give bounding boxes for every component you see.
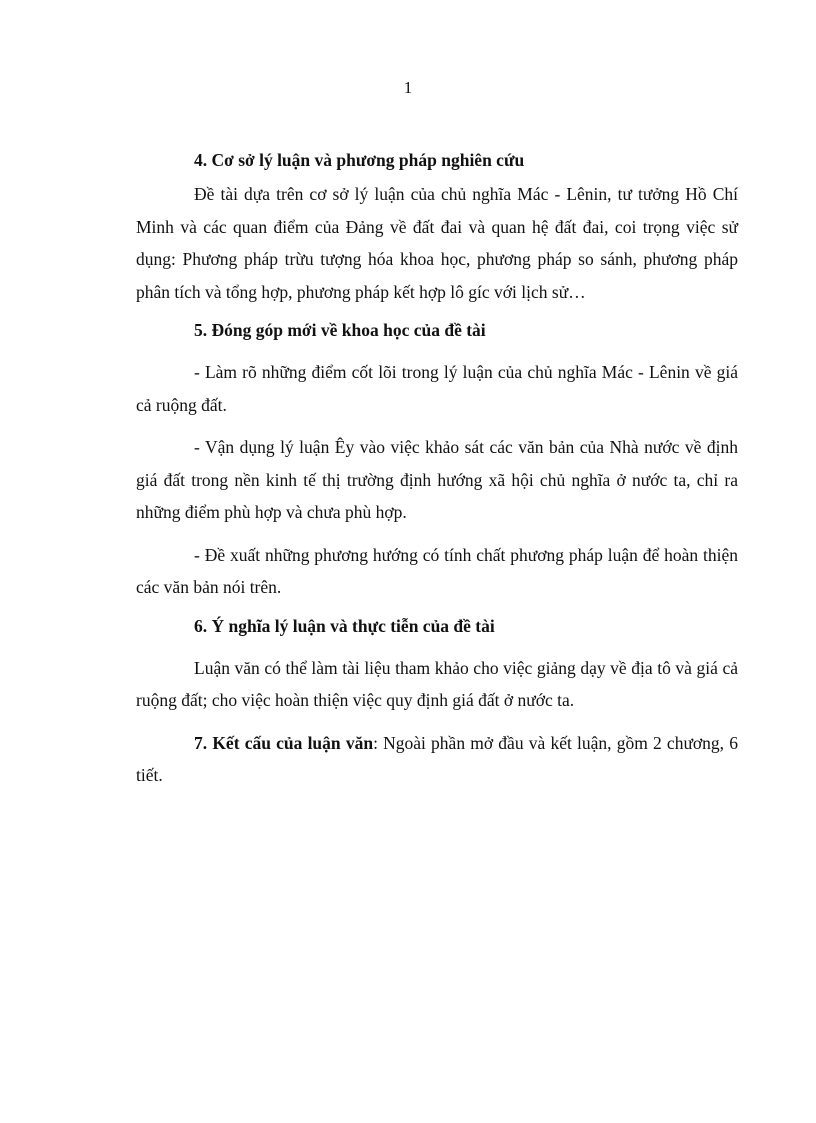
section-7-number: 7. bbox=[194, 732, 208, 753]
section-4-heading: 4. Cơ sở lý luận và phương pháp nghiên cứu bbox=[194, 150, 525, 170]
section-6-heading: 6. Ý nghĩa lý luận và thực tiễn của đề tài bbox=[194, 615, 495, 636]
page-content bbox=[136, 148, 738, 806]
section-7-paragraph bbox=[136, 727, 738, 792]
section-4-paragraph: Đề tài dựa trên cơ sở lý luận của chủ nghĩa Mác - Lênin, tư tưởng Hồ Chí Minh và các quan điểm của Đảng về đất đai và quan hệ đất đai, coi trọng việc sử dụng: Phương pháp trừu tượng hóa khoa học, phương pháp so sánh, phương pháp phân tích và tổng hợp, phương pháp kết hợp lô gíc với lịch sử… bbox=[136, 184, 738, 302]
section-5-item-3: - Đề xuất những phương hướng có tính chất phương pháp luận để hoàn thiện các văn bản nói trên. bbox=[136, 544, 738, 597]
section-7-heading: Kết cấu của luận văn bbox=[212, 732, 374, 753]
section-7-text: : Ngoài phần mở đầu và kết luận, gồm 2 chương, 6 tiết. bbox=[136, 732, 738, 785]
section-5-item-1: - Làm rõ những điểm cốt lõi trong lý luận của chủ nghĩa Mác - Lênin về giá cả ruộng đất. bbox=[136, 362, 738, 415]
section-5-heading: 5. Đóng góp mới về khoa học của đề tài bbox=[194, 320, 486, 340]
section-6-paragraph: Luận văn có thể làm tài liệu tham khảo cho việc giảng dạy về địa tô và giá cả ruộng đất; cho việc hoàn thiện việc quy định giá đất ở nước ta. bbox=[136, 657, 738, 710]
section-5-item-2: - Vận dụng lý luận Êy vào việc khảo sát các văn bản của Nhà nước về định giá đất trong nền kinh tế thị trường định hướng xã hội chủ nghĩa ở nước ta, chỉ ra những điểm phù hợp và chưa phù hợp. bbox=[136, 437, 738, 522]
page-number: 1 bbox=[403, 78, 413, 97]
